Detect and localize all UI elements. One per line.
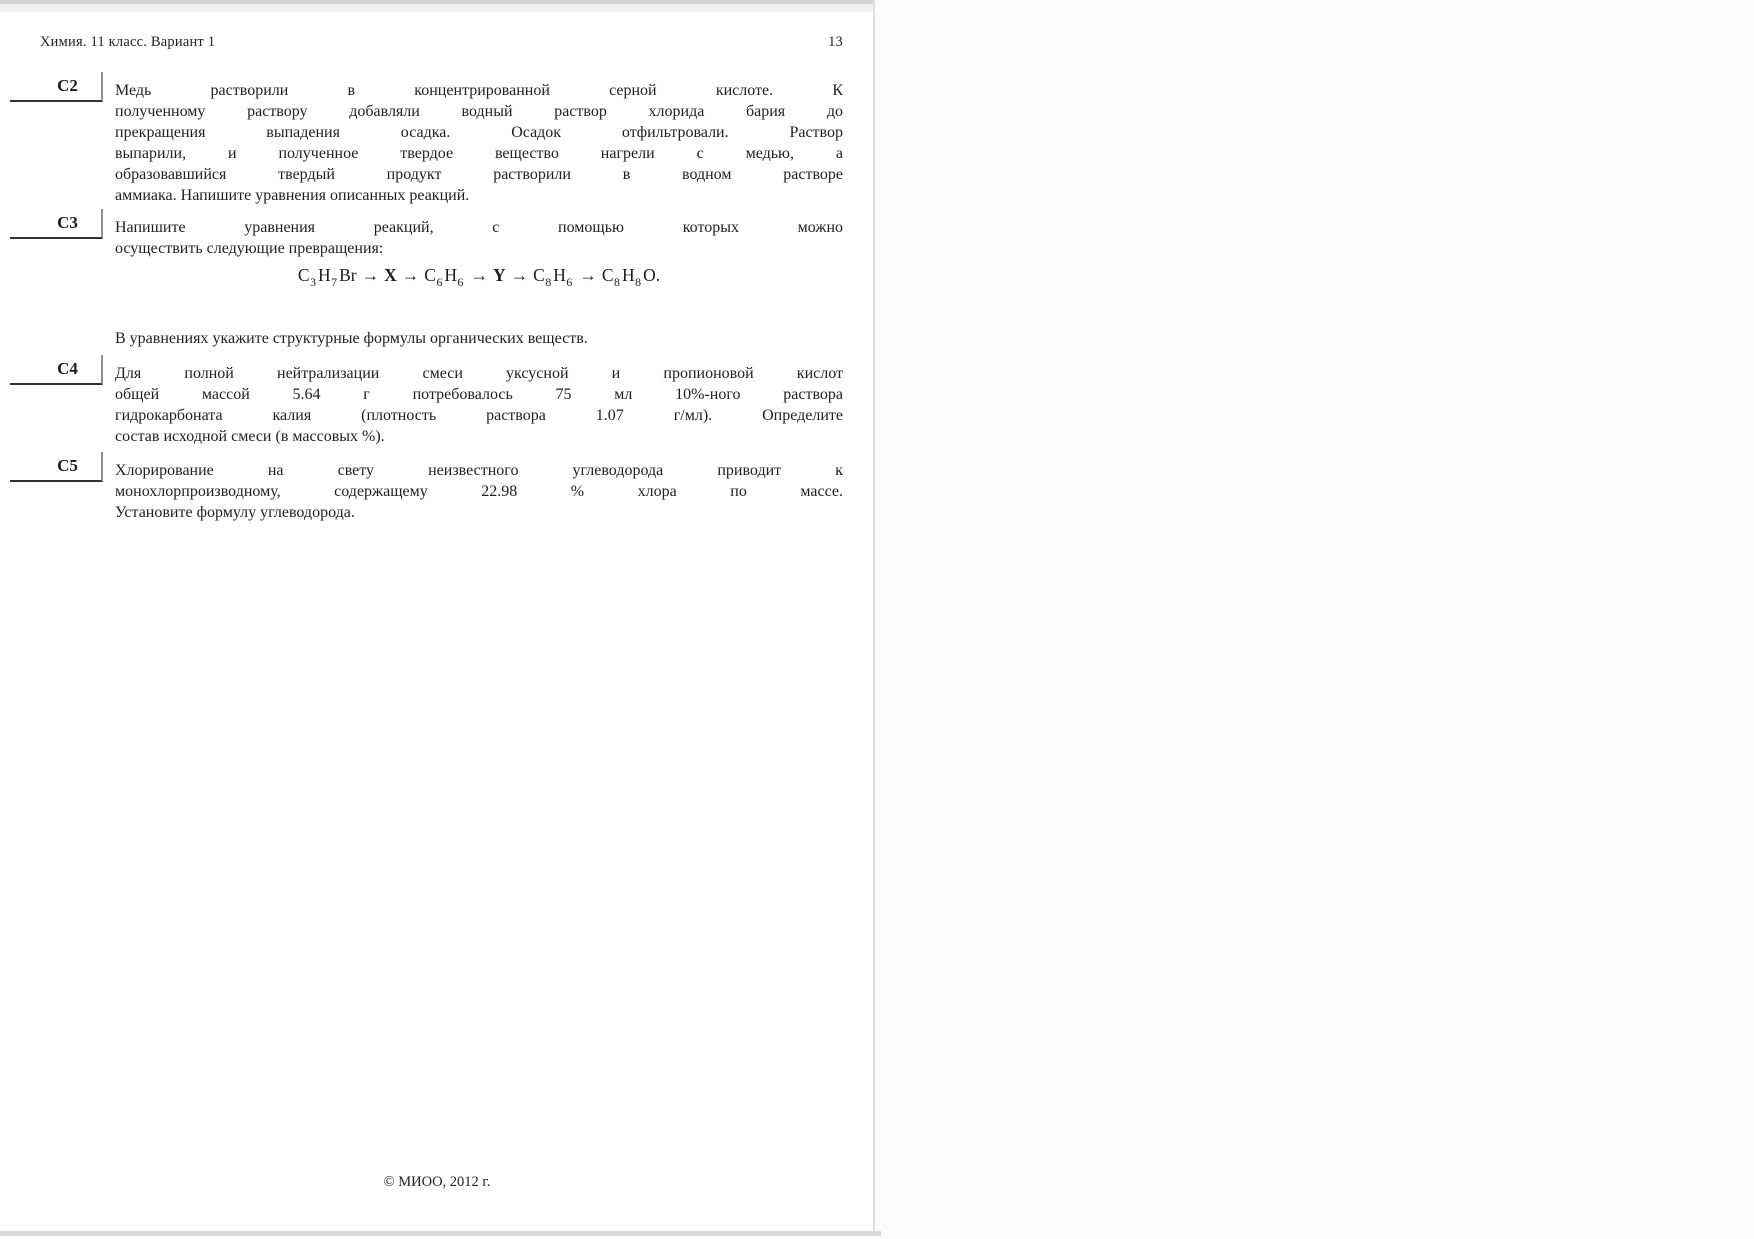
transformation-chain-formula (115, 262, 843, 288)
text-line: осуществить следующие превращения: (115, 240, 384, 257)
text-line: прекращения выпадения осадка. Осадок отфильтровали. Раствор (115, 124, 843, 141)
task-c3-note: В уравнениях укажите структурные формулы органических веществ. (115, 330, 588, 347)
arrow-icon: → (361, 265, 380, 285)
footer-copyright: © МИОО, 2012 г. (383, 1174, 491, 1190)
task-text-c3 (115, 217, 843, 259)
formula-unknown: X (384, 265, 397, 285)
formula-text: Br (339, 265, 357, 285)
formula-text: C (533, 265, 545, 285)
text-line: аммиака. Напишите уравнения описанных реакций. (115, 187, 470, 204)
arrow-icon: → (470, 265, 488, 285)
formula-text: H (622, 265, 635, 285)
formula-subscript: 3 (310, 275, 317, 290)
task-marker-c2 (10, 72, 103, 102)
text-line: выпарили, и полученное твердое вещество нагрели с медью, а (115, 145, 843, 162)
formula-text: C (297, 265, 310, 285)
formula-unknown: Y (492, 265, 506, 285)
formula-subscript: 6 (436, 275, 443, 290)
task-label-c4: С4 (57, 359, 78, 378)
task-text-c4 (115, 363, 843, 447)
text-line: полученному раствору добавляли водный раствор хлорида бария до (115, 103, 843, 120)
task-marker-c3 (10, 209, 103, 239)
arrow-icon: → (401, 265, 420, 285)
document-page (0, 0, 874, 1231)
formula-subscript: 6 (457, 275, 464, 290)
task-marker-c4 (10, 355, 103, 385)
task-text-c2 (115, 80, 843, 206)
text-line: гидрокарбоната калия (плотность раствора 1.07 г/мл). Определите (115, 407, 843, 424)
arrow-icon: → (579, 265, 597, 285)
running-head-title: Химия. 11 класс. Вариант 1 (40, 34, 216, 50)
task-text-c5 (115, 460, 843, 523)
formula-text: H (553, 265, 566, 285)
arrow-icon: → (510, 265, 529, 285)
formula-text: C (424, 265, 436, 285)
text-line: Хлорирование на свету неизвестного углеводорода приводит к (115, 462, 843, 479)
task-marker-c5 (10, 452, 103, 482)
page-bottom-shadow (0, 1231, 881, 1236)
formula-subscript: 8 (545, 275, 552, 290)
task-label-c3: С3 (57, 213, 78, 232)
formula-text: C (601, 265, 614, 285)
text-line: состав исходной смеси (в массовых %). (115, 428, 385, 445)
text-line: образовавшийся твердый продукт растворили в водном растворе (115, 166, 843, 183)
task-label-c5: С5 (57, 456, 78, 475)
text-line: Установите формулу углеводорода. (115, 504, 355, 521)
page-number: 13 (828, 34, 843, 50)
formula-text: H (444, 265, 458, 285)
page-right-edge (873, 0, 875, 1231)
text-line: Для полной нейтрализации смеси уксусной и пропионовой кислот (115, 365, 843, 382)
formula-subscript: 6 (566, 275, 573, 290)
page-top-edge-light (0, 4, 874, 12)
text-line: Медь растворили в концентрированной серной кислоте. К (115, 82, 843, 99)
task-label-c2: С2 (57, 76, 78, 95)
text-line: общей массой 5.64 г потребовалось 75 мл 10%-ного раствора (115, 386, 843, 403)
formula-subscript: 8 (614, 275, 620, 290)
running-head (40, 33, 843, 51)
formula-text: H (318, 265, 331, 285)
formula-text: O. (643, 265, 661, 285)
text-line: монохлорпроизводному, содержащему 22.98 % хлора по массе. (115, 483, 843, 500)
formula-subscript: 7 (331, 275, 338, 290)
formula-subscript: 8 (635, 275, 642, 290)
text-line: Напишите уравнения реакций, с помощью которых можно (115, 219, 843, 236)
